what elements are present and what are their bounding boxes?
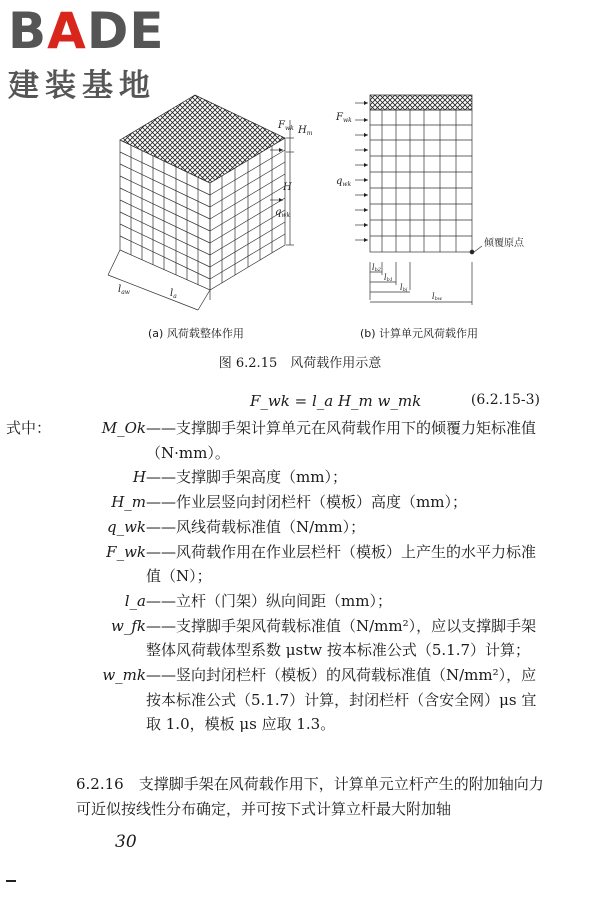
label-qwk: $q_{wk}$ [275,207,291,219]
figure [0,0,600,350]
label-lbw: lbw [432,292,443,302]
clause-6-2-16: 6.2.16 支撑脚手架在风荷载作用下，计算单元立杆产生的附加轴向力可近似按线性分布确定，并可按下式计算立杆最大附加轴 [76,775,544,818]
logo-wordmark: BADE [8,2,165,60]
caption-a: (a) 风荷载整体作用 [148,327,244,340]
label-Hm: $H_m$ [298,125,313,137]
equation-number: (6.2.15-3) [470,392,540,408]
equation-body: F_wk = l_a H_m w_mk [250,392,422,410]
label-Fwk-b: $F_{wk}$ [336,112,352,124]
symbol-definitions [6,416,546,737]
definition-row: q_wk ——风线荷载标准值（N/mm）； [106,517,366,536]
label-H: H [283,182,292,193]
definition-row: w_fk ——支撑脚手架风荷载标准值（N/mm²），应以支撑脚手架整体风荷载体型系数 μstw 按本标准公式（5.1.7）计算； [111,616,537,660]
definition-row: F_wk ——风荷载作用在作业层栏杆（模板）上产生的水平力标准值（N）； [106,542,537,586]
logo-subtitle: 建装基地 [8,68,156,104]
scaffold-elevation-diagram [355,95,482,305]
label-law: $l_{aw}$ [118,284,130,296]
scaffold-3d-diagram [108,95,294,310]
equation-6-2-15-3 [250,392,540,410]
page-number: 30 [115,832,137,852]
label-lb1: lb1 [384,273,393,283]
definition-row: l_a ——立杆（门架）纵向间距（mm）； [124,591,392,610]
caption-b: (b) 计算单元风荷载作用 [360,327,479,340]
definition-row: w_mk ——竖向封闭栏杆（模板）的风荷载标准值（N/mm²），应按本标准公式（5.1.7）计算，封闭栏杆（含安全网）μs 宜取 1.0，模板 μs 应取 1.3。 [102,666,537,734]
definition-row: 式中： M_Ok ——支撑脚手架计算单元在风荷载作用下的倾覆力矩标准值（N·mm）。 [6,419,537,462]
label-lb2: lb2 [372,263,381,273]
page-edge-mark [6,880,16,882]
label-Fwk: $F_{wk}$ [278,120,294,132]
wind-arrows [355,103,368,240]
label-qwk-b: $q_{wk}$ [336,176,352,188]
label-lbj: lbj [400,283,408,293]
definition-row: H_m ——作业层竖向封闭栏杆（模板）高度（mm）； [111,493,467,512]
label-overturn-origin: 倾覆原点 [484,238,524,249]
figure-title: 图 6.2.15 风荷载作用示意 [218,356,382,371]
definition-row: H ——支撑脚手架高度（mm）； [132,468,347,487]
label-la: $l_a$ [170,288,177,300]
